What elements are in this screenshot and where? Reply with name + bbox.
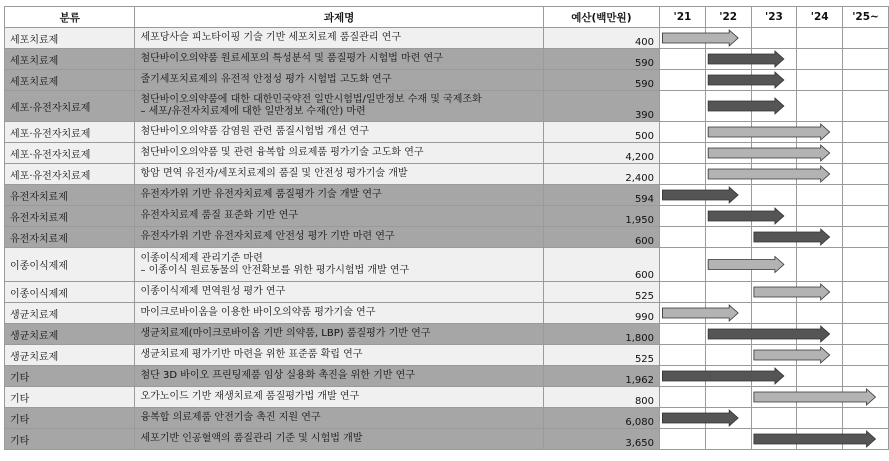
- year-cell-2025: [843, 408, 889, 429]
- row-category: 세포·유전자치료제: [5, 164, 135, 185]
- row-title: 생균치료제 평가기반 마련을 위한 표준품 확립 연구: [135, 345, 543, 366]
- year-cell-2023: [751, 429, 797, 450]
- row-title: 이종이식제제 면역원성 평가 연구: [135, 282, 543, 303]
- row-title: 세포기반 인공혈액의 품질관리 기준 및 시험법 개발: [135, 429, 543, 450]
- row-title: 첨단 3D 바이오 프린팅제품 임상 실용화 촉진을 위한 기반 연구: [135, 366, 543, 387]
- row-budget: 1,962: [543, 366, 659, 387]
- row-category: 세포·유전자치료제: [5, 122, 135, 143]
- header-row: [5, 7, 889, 28]
- row-budget: 400: [543, 28, 659, 49]
- year-cell-2023: [751, 49, 797, 70]
- year-cell-2022: [705, 164, 751, 185]
- row-budget: 3,650: [543, 429, 659, 450]
- year-cell-2024: [797, 164, 843, 185]
- row-title: 마이크로바이옴을 이용한 바이오의약품 평가기술 연구: [135, 303, 543, 324]
- row-budget: 6,080: [543, 408, 659, 429]
- row-title: 첨단바이오의약품 원료세포의 특성분석 및 품질평가 시험법 마련 연구: [135, 49, 543, 70]
- year-cell-2023: [751, 303, 797, 324]
- header-year-2024: '24: [797, 7, 843, 28]
- row-budget: 1,950: [543, 206, 659, 227]
- research-roadmap-table: [4, 6, 889, 450]
- year-cell-2025: [843, 303, 889, 324]
- table-row: [5, 227, 889, 248]
- year-cell-2025: [843, 227, 889, 248]
- year-cell-2021: [660, 70, 706, 91]
- row-category: 세포·유전자치료제: [5, 143, 135, 164]
- row-budget: 594: [543, 185, 659, 206]
- row-title: 항암 면역 유전자/세포치료제의 품질 및 안전성 평가기술 개발: [135, 164, 543, 185]
- row-category: 기타: [5, 387, 135, 408]
- year-cell-2022: [705, 282, 751, 303]
- year-cell-2021: [660, 227, 706, 248]
- year-cell-2023: [751, 70, 797, 91]
- year-cell-2021: [660, 28, 706, 49]
- row-title: 첨단바이오의약품에 대한 대한민국약전 일반시험법/일반정보 수재 및 국제조화 – 세포/유전자치료제에 대한 일반정보 수재(안) 마련: [135, 91, 543, 122]
- row-category: 세포치료제: [5, 28, 135, 49]
- row-category: 세포·유전자치료제: [5, 91, 135, 122]
- year-cell-2023: [751, 28, 797, 49]
- row-budget: 600: [543, 227, 659, 248]
- year-cell-2023: [751, 282, 797, 303]
- year-cell-2022: [705, 345, 751, 366]
- header-budget: 예산(백만원): [543, 7, 659, 28]
- year-cell-2024: [797, 49, 843, 70]
- row-category: 세포치료제: [5, 49, 135, 70]
- year-cell-2021: [660, 408, 706, 429]
- year-cell-2023: [751, 324, 797, 345]
- row-title: 유전자가위 기반 유전자치료제 안전성 평가 기반 마련 연구: [135, 227, 543, 248]
- year-cell-2024: [797, 387, 843, 408]
- year-cell-2021: [660, 143, 706, 164]
- row-category: 생균치료제: [5, 324, 135, 345]
- row-category: 세포치료제: [5, 70, 135, 91]
- row-title: 생균치료제(마이크로바이옴 기반 의약품, LBP) 품질평가 기반 연구: [135, 324, 543, 345]
- year-cell-2025: [843, 366, 889, 387]
- year-cell-2021: [660, 49, 706, 70]
- table-row: [5, 387, 889, 408]
- row-category: 기타: [5, 429, 135, 450]
- year-cell-2023: [751, 206, 797, 227]
- row-title: 유전자치료제 품질 표준화 기반 연구: [135, 206, 543, 227]
- year-cell-2022: [705, 122, 751, 143]
- year-cell-2022: [705, 366, 751, 387]
- year-cell-2022: [705, 227, 751, 248]
- table-row: [5, 429, 889, 450]
- header-year-2022: '22: [705, 7, 751, 28]
- table-row: [5, 248, 889, 282]
- row-budget: 500: [543, 122, 659, 143]
- year-cell-2022: [705, 49, 751, 70]
- year-cell-2025: [843, 282, 889, 303]
- year-cell-2024: [797, 185, 843, 206]
- row-title: 이종이식제제 관리기준 마련 – 이종이식 원료동물의 안전확보를 위한 평가시험법 개발 연구: [135, 248, 543, 282]
- year-cell-2025: [843, 49, 889, 70]
- year-cell-2024: [797, 206, 843, 227]
- row-category: 생균치료제: [5, 303, 135, 324]
- year-cell-2025: [843, 28, 889, 49]
- year-cell-2024: [797, 429, 843, 450]
- row-category: 기타: [5, 366, 135, 387]
- header-title: 과제명: [135, 7, 543, 28]
- year-cell-2024: [797, 248, 843, 282]
- year-cell-2021: [660, 122, 706, 143]
- year-cell-2022: [705, 324, 751, 345]
- year-cell-2025: [843, 91, 889, 122]
- header-category: 분류: [5, 7, 135, 28]
- row-title: 오가노이드 기반 재생치료제 품질평가법 개발 연구: [135, 387, 543, 408]
- year-cell-2021: [660, 164, 706, 185]
- year-cell-2022: [705, 429, 751, 450]
- row-title: 첨단바이오의약품 감염원 관련 품질시험법 개선 연구: [135, 122, 543, 143]
- year-cell-2023: [751, 387, 797, 408]
- year-cell-2024: [797, 70, 843, 91]
- row-budget: 2,400: [543, 164, 659, 185]
- year-cell-2024: [797, 28, 843, 49]
- table-row: [5, 122, 889, 143]
- header-year-2021: '21: [660, 7, 706, 28]
- row-category: 생균치료제: [5, 345, 135, 366]
- year-cell-2025: [843, 345, 889, 366]
- year-cell-2022: [705, 70, 751, 91]
- year-cell-2023: [751, 248, 797, 282]
- row-budget: 525: [543, 282, 659, 303]
- table-row: [5, 345, 889, 366]
- year-cell-2022: [705, 303, 751, 324]
- row-category: 이종이식제제: [5, 248, 135, 282]
- year-cell-2025: [843, 122, 889, 143]
- year-cell-2024: [797, 143, 843, 164]
- year-cell-2022: [705, 91, 751, 122]
- year-cell-2022: [705, 387, 751, 408]
- year-cell-2024: [797, 324, 843, 345]
- table-row: [5, 324, 889, 345]
- year-cell-2025: [843, 429, 889, 450]
- year-cell-2021: [660, 429, 706, 450]
- row-budget: 390: [543, 91, 659, 122]
- table-row: [5, 303, 889, 324]
- year-cell-2025: [843, 185, 889, 206]
- table-row: [5, 185, 889, 206]
- year-cell-2023: [751, 122, 797, 143]
- row-title: 첨단바이오의약품 및 관련 융복합 의료제품 평가기술 고도화 연구: [135, 143, 543, 164]
- row-budget: 990: [543, 303, 659, 324]
- year-cell-2021: [660, 248, 706, 282]
- row-budget: 600: [543, 248, 659, 282]
- year-cell-2021: [660, 387, 706, 408]
- year-cell-2021: [660, 345, 706, 366]
- year-cell-2021: [660, 324, 706, 345]
- year-cell-2023: [751, 164, 797, 185]
- year-cell-2024: [797, 408, 843, 429]
- year-cell-2022: [705, 408, 751, 429]
- table-row: [5, 70, 889, 91]
- year-cell-2025: [843, 324, 889, 345]
- year-cell-2021: [660, 91, 706, 122]
- year-cell-2023: [751, 366, 797, 387]
- year-cell-2025: [843, 248, 889, 282]
- year-cell-2024: [797, 91, 843, 122]
- table-row: [5, 206, 889, 227]
- table-row: [5, 282, 889, 303]
- year-cell-2024: [797, 303, 843, 324]
- table-row: [5, 143, 889, 164]
- row-budget: 590: [543, 70, 659, 91]
- table-row: [5, 164, 889, 185]
- row-title: 세포당사슬 피노타이핑 기술 기반 세포치료제 품질관리 연구: [135, 28, 543, 49]
- year-cell-2024: [797, 366, 843, 387]
- year-cell-2023: [751, 185, 797, 206]
- row-title: 유전자가위 기반 유전자치료제 품질평가 기술 개발 연구: [135, 185, 543, 206]
- year-cell-2025: [843, 206, 889, 227]
- row-category: 유전자치료제: [5, 206, 135, 227]
- year-cell-2023: [751, 143, 797, 164]
- year-cell-2021: [660, 303, 706, 324]
- year-cell-2025: [843, 70, 889, 91]
- year-cell-2021: [660, 185, 706, 206]
- year-cell-2025: [843, 387, 889, 408]
- header-year-2023: '23: [751, 7, 797, 28]
- row-category: 기타: [5, 408, 135, 429]
- table-row: [5, 91, 889, 122]
- year-cell-2025: [843, 164, 889, 185]
- year-cell-2023: [751, 91, 797, 122]
- header-year-2025: '25~: [843, 7, 889, 28]
- year-cell-2024: [797, 345, 843, 366]
- row-category: 유전자치료제: [5, 227, 135, 248]
- year-cell-2021: [660, 206, 706, 227]
- year-cell-2024: [797, 122, 843, 143]
- year-cell-2022: [705, 143, 751, 164]
- row-budget: 800: [543, 387, 659, 408]
- year-cell-2022: [705, 28, 751, 49]
- year-cell-2023: [751, 345, 797, 366]
- table-row: [5, 408, 889, 429]
- row-budget: 590: [543, 49, 659, 70]
- row-title: 융복합 의료제품 안전기술 촉진 지원 연구: [135, 408, 543, 429]
- table-row: [5, 49, 889, 70]
- year-cell-2023: [751, 408, 797, 429]
- year-cell-2022: [705, 206, 751, 227]
- year-cell-2022: [705, 248, 751, 282]
- row-category: 유전자치료제: [5, 185, 135, 206]
- year-cell-2022: [705, 185, 751, 206]
- table-row: [5, 366, 889, 387]
- year-cell-2024: [797, 227, 843, 248]
- row-budget: 1,800: [543, 324, 659, 345]
- row-category: 이종이식제제: [5, 282, 135, 303]
- year-cell-2024: [797, 282, 843, 303]
- row-budget: 525: [543, 345, 659, 366]
- year-cell-2025: [843, 143, 889, 164]
- row-title: 줄기세포치료제의 유전적 안정성 평가 시험법 고도화 연구: [135, 70, 543, 91]
- row-budget: 4,200: [543, 143, 659, 164]
- table-row: [5, 28, 889, 49]
- year-cell-2021: [660, 282, 706, 303]
- year-cell-2023: [751, 227, 797, 248]
- year-cell-2021: [660, 366, 706, 387]
